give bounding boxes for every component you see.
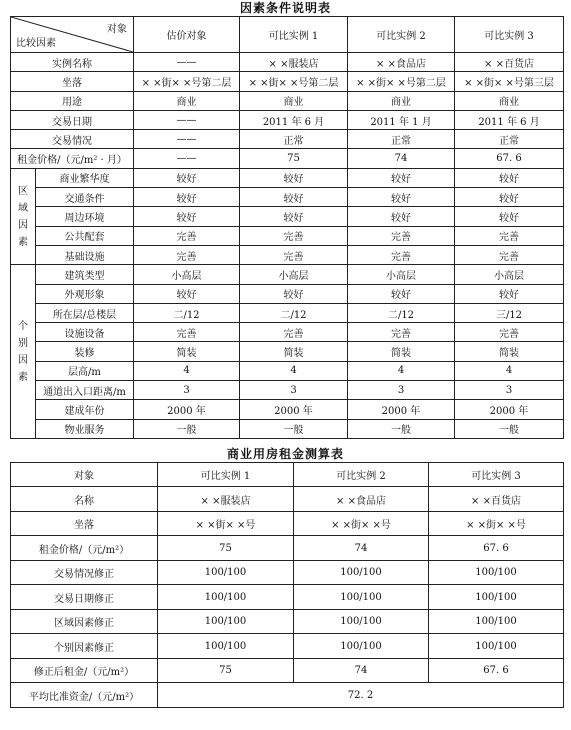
row-label: 装修	[36, 342, 134, 361]
row-label: 交易情况	[11, 130, 134, 149]
table-cell: 2000 年	[348, 400, 455, 419]
corner-factor-label: 比较因素	[16, 38, 56, 49]
table1-col-header: 估价对象	[134, 17, 240, 53]
table2-title: 商业用房租金测算表	[226, 446, 344, 461]
table2-average-row	[11, 683, 564, 708]
group-label-char: 素	[18, 371, 28, 383]
table2-row	[11, 634, 564, 659]
table-cell: 一般	[240, 419, 348, 438]
table-cell: ——	[134, 53, 240, 72]
table1-row	[11, 245, 564, 264]
table-cell: 三/12	[455, 303, 564, 322]
table2-row	[11, 560, 564, 585]
table2-row	[11, 658, 564, 683]
group-label-char: 域	[18, 202, 28, 214]
table-cell: 完善	[348, 323, 455, 342]
table-cell: ——	[134, 130, 240, 149]
table-cell: 4	[348, 361, 455, 380]
row-label: 层高/m	[36, 361, 134, 380]
table-cell: 完善	[348, 245, 455, 264]
table-cell: × ×街× ×号第三层	[455, 72, 564, 91]
table-cell: 较好	[240, 168, 348, 187]
row-label: 坐落	[11, 72, 134, 91]
table2-row	[11, 487, 564, 512]
table1-row	[11, 130, 564, 149]
table-cell: × ×百货店	[455, 53, 564, 72]
table-cell: 67. 6	[429, 536, 564, 561]
table-cell: 较好	[455, 207, 564, 226]
table-cell: 75	[240, 149, 348, 168]
table-cell: 二/12	[348, 303, 455, 322]
group-label-char: 个	[18, 320, 28, 332]
row-label: 用途	[11, 91, 134, 110]
table-cell: 简装	[134, 342, 240, 361]
table-cell: 4	[134, 361, 240, 380]
table-cell: 完善	[134, 323, 240, 342]
table-cell: 完善	[455, 226, 564, 245]
table-cell: 较好	[455, 168, 564, 187]
table-cell: × ×街× ×号第二层	[240, 72, 348, 91]
table1-row	[11, 149, 564, 168]
table1-row	[11, 323, 564, 342]
row-label: 公共配套	[36, 226, 134, 245]
table-cell: 完善	[455, 245, 564, 264]
table-cell: 4	[455, 361, 564, 380]
table-cell: 一般	[348, 419, 455, 438]
row-label: 设施设备	[36, 323, 134, 342]
table2-col-header: 可比实例 3	[429, 462, 564, 487]
table-cell: 3	[348, 381, 455, 400]
table-cell: ——	[134, 149, 240, 168]
table-cell: 完善	[240, 245, 348, 264]
group-label-char: 因	[18, 354, 28, 366]
table-cell: 较好	[348, 188, 455, 207]
average-value: 72. 2	[158, 683, 564, 708]
table-cell: 商业	[240, 91, 348, 110]
row-label: 租金价格/（元/m² · 月）	[11, 149, 134, 168]
factor-conditions-table	[10, 16, 564, 439]
table1-col-header: 可比实例 1	[240, 17, 348, 53]
table1-row	[11, 284, 564, 303]
table-cell: 正常	[455, 130, 564, 149]
region-factors-group-label	[11, 168, 36, 264]
row-label: 区域因素修正	[11, 609, 158, 634]
table2-col-header: 可比实例 1	[158, 462, 294, 487]
table-cell: × ×街× ×号第二层	[134, 72, 240, 91]
table-cell: 较好	[240, 188, 348, 207]
table1-row	[11, 419, 564, 438]
table1-row	[11, 72, 564, 91]
table2-header-row	[11, 462, 564, 487]
table1-row	[11, 381, 564, 400]
table-cell: × ×街× ×号	[294, 511, 429, 536]
table-cell: 100/100	[158, 585, 294, 610]
table-cell: 完善	[134, 226, 240, 245]
row-label: 周边环境	[36, 207, 134, 226]
row-label: 基础设施	[36, 245, 134, 264]
table1-row	[11, 361, 564, 380]
table1-row	[11, 53, 564, 72]
row-label: 外观形象	[36, 284, 134, 303]
table-cell: 100/100	[294, 634, 429, 659]
table-cell: 2011 年 6 月	[240, 110, 348, 129]
table-cell: 67. 6	[429, 658, 564, 683]
table-cell: 商业	[348, 91, 455, 110]
table1-row	[11, 91, 564, 110]
table1-row	[11, 226, 564, 245]
table-cell: 二/12	[134, 303, 240, 322]
table-cell: 正常	[348, 130, 455, 149]
table-cell: 完善	[240, 226, 348, 245]
table2-row	[11, 585, 564, 610]
table-cell: 较好	[455, 188, 564, 207]
table-cell: 小高层	[348, 265, 455, 284]
table-cell: 商业	[134, 91, 240, 110]
table-cell: 一般	[134, 419, 240, 438]
table1-row	[11, 303, 564, 322]
table-cell: 简装	[348, 342, 455, 361]
row-label: 交易日期修正	[11, 585, 158, 610]
table1-row	[11, 207, 564, 226]
group-label-char: 因	[18, 219, 28, 231]
table1-row	[11, 400, 564, 419]
corner-object-label: 对象	[107, 24, 127, 35]
table-cell: 100/100	[294, 609, 429, 634]
average-label: 平均比准资金/（元/m²）	[11, 683, 158, 708]
table-cell: × ×百货店	[429, 487, 564, 512]
row-label: 修正后租金/（元/m²）	[11, 658, 158, 683]
table-cell: 100/100	[158, 560, 294, 585]
table-cell: 较好	[134, 284, 240, 303]
table-cell: 67. 6	[455, 149, 564, 168]
table-cell: 简装	[240, 342, 348, 361]
table-cell: 小高层	[240, 265, 348, 284]
table-cell: 2000 年	[134, 400, 240, 419]
table1-header-row	[11, 17, 564, 53]
table-cell: 完善	[134, 245, 240, 264]
table1-row	[11, 168, 564, 187]
table-cell: 2011 年 1 月	[348, 110, 455, 129]
row-label: 通道出入口距离/m	[36, 381, 134, 400]
table-cell: × ×街× ×号第二层	[348, 72, 455, 91]
table-cell: 完善	[348, 226, 455, 245]
table1-row	[11, 110, 564, 129]
table-cell: 小高层	[134, 265, 240, 284]
rent-calculation-table	[10, 462, 564, 708]
table-cell: 3	[134, 381, 240, 400]
table2-col-header: 可比实例 2	[294, 462, 429, 487]
table-cell: 较好	[348, 168, 455, 187]
table2-row	[11, 609, 564, 634]
table1-title: 因素条件说明表	[239, 1, 331, 15]
table1-col-header: 可比实例 3	[455, 17, 564, 53]
table-cell: 75	[158, 658, 294, 683]
table-cell: 74	[294, 658, 429, 683]
table1-row	[11, 188, 564, 207]
table-cell: 完善	[455, 323, 564, 342]
table1-col-header: 可比实例 2	[348, 17, 455, 53]
row-label: 交易日期	[11, 110, 134, 129]
table-cell: × ×街× ×号	[158, 511, 294, 536]
table-cell: 3	[240, 381, 348, 400]
row-label: 建成年份	[36, 400, 134, 419]
table-cell: 100/100	[429, 634, 564, 659]
table-cell: 较好	[134, 207, 240, 226]
row-label: 个别因素修正	[11, 634, 158, 659]
table-cell: ——	[134, 110, 240, 129]
table1-corner-cell	[11, 17, 134, 53]
table2-row	[11, 511, 564, 536]
row-label: 商业繁华度	[36, 168, 134, 187]
group-label-char: 别	[18, 337, 28, 349]
table-cell: 74	[348, 149, 455, 168]
table-cell: 2000 年	[240, 400, 348, 419]
table1-row	[11, 265, 564, 284]
table-cell: 100/100	[429, 585, 564, 610]
group-label-char: 素	[18, 236, 28, 248]
row-label: 实例名称	[11, 53, 134, 72]
table-cell: 完善	[240, 323, 348, 342]
row-label: 名称	[11, 487, 158, 512]
table1-row	[11, 342, 564, 361]
table2-row	[11, 536, 564, 561]
table-cell: 正常	[240, 130, 348, 149]
table-cell: 较好	[134, 188, 240, 207]
table-cell: 较好	[455, 284, 564, 303]
row-label: 所在层/总楼层	[36, 303, 134, 322]
table-cell: 100/100	[158, 609, 294, 634]
row-label: 交易情况修正	[11, 560, 158, 585]
table-cell: 一般	[455, 419, 564, 438]
table-cell: 2011 年 6 月	[455, 110, 564, 129]
table-cell: 74	[294, 536, 429, 561]
table-cell: 简装	[455, 342, 564, 361]
table-cell: 较好	[240, 207, 348, 226]
group-label-char: 区	[18, 185, 28, 197]
individual-factors-group-label	[11, 265, 36, 439]
table-cell: 较好	[240, 284, 348, 303]
table-cell: 100/100	[429, 560, 564, 585]
table-cell: 3	[455, 381, 564, 400]
table2-header-label: 对象	[11, 462, 158, 487]
table-cell: × ×服装店	[158, 487, 294, 512]
table-cell: × ×食品店	[294, 487, 429, 512]
row-label: 坐落	[11, 511, 158, 536]
row-label: 物业服务	[36, 419, 134, 438]
table-cell: 100/100	[294, 560, 429, 585]
table-cell: 较好	[348, 284, 455, 303]
table-cell: 100/100	[158, 634, 294, 659]
table-cell: 二/12	[240, 303, 348, 322]
table-cell: 较好	[348, 207, 455, 226]
table-cell: 100/100	[429, 609, 564, 634]
table-cell: 100/100	[294, 585, 429, 610]
row-label: 租金价格/（元/m²）	[11, 536, 158, 561]
table-cell: 商业	[455, 91, 564, 110]
row-label: 交通条件	[36, 188, 134, 207]
table-cell: × ×服装店	[240, 53, 348, 72]
table-cell: × ×食品店	[348, 53, 455, 72]
table-cell: × ×街× ×号	[429, 511, 564, 536]
table-cell: 75	[158, 536, 294, 561]
row-label: 建筑类型	[36, 265, 134, 284]
table-cell: 小高层	[455, 265, 564, 284]
table-cell: 较好	[134, 168, 240, 187]
table-cell: 2000 年	[455, 400, 564, 419]
table-cell: 4	[240, 361, 348, 380]
